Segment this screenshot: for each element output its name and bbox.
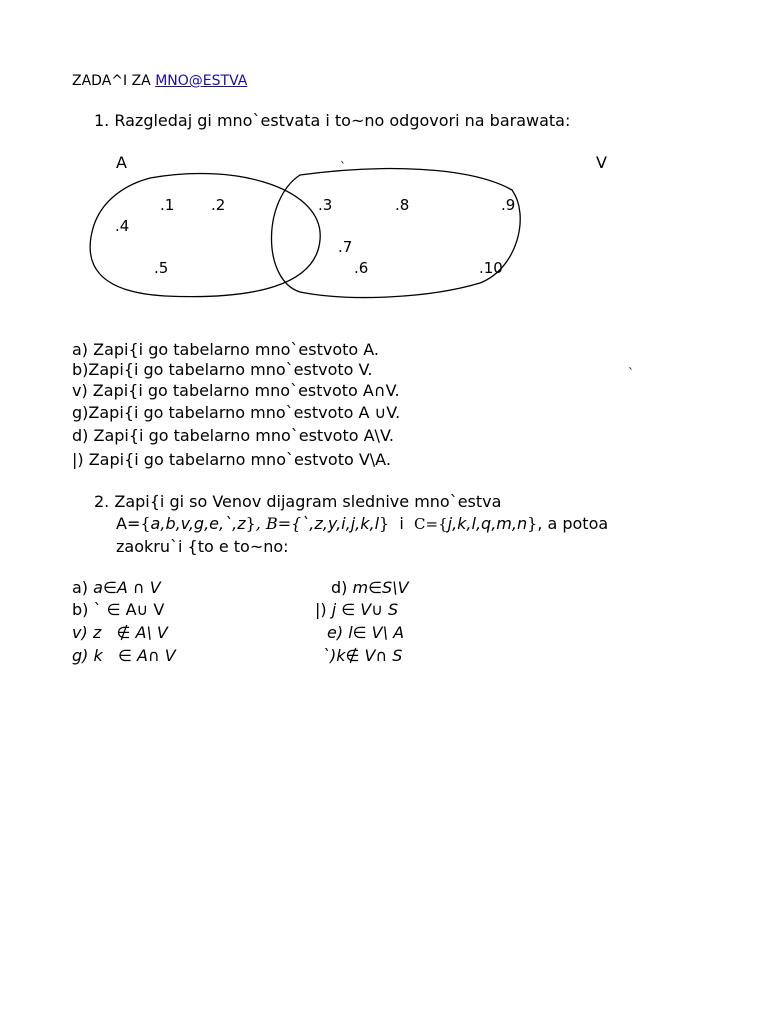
set-a-prefix: A= [116, 514, 141, 533]
task2-item-b-expr: ` ∈ A∪ V [93, 600, 165, 619]
task1-item-v: v) Zapi{i go tabelarno mno`estvoto A∩V. [72, 381, 400, 400]
header-link[interactable]: MNO@ESTVA [155, 73, 248, 89]
task2-item-v-label: v) [72, 623, 88, 642]
task2-item-a-label: a) [72, 578, 89, 597]
task2-item-zh [322, 646, 402, 665]
task2-item-b [72, 600, 164, 619]
task2-item-b-label: b) [72, 600, 89, 619]
task2-line1: Zapi{i gi so Venov dijagram slednive mno`estva [114, 492, 502, 511]
task2-line2 [116, 514, 608, 533]
point-9: .9 [501, 196, 516, 214]
task2-item-g [72, 646, 176, 665]
set-b-elements: `,z,y,i,j,k,l [301, 514, 380, 533]
task2-number: 2. [94, 492, 110, 511]
set-c-close: } [527, 514, 538, 533]
set-v-label: V [596, 153, 607, 172]
stray-mark-1: ` [340, 160, 346, 174]
task2-line3: zaokru`i {to e to~no: [116, 537, 289, 556]
stray-mark-2: ` [628, 366, 634, 380]
task1-item-a: a) Zapi{i go tabelarno mno`estvoto A. [72, 340, 380, 359]
set-a-label: A [116, 153, 127, 172]
task2-item-d-expr: m∈S\V [352, 578, 409, 597]
task2-item-d-label: d) [331, 578, 348, 597]
task1-item-d: d) Zapi{i go tabelarno mno`estvoto A\V. [72, 426, 394, 445]
task2-item-dj-label: |) [315, 600, 327, 619]
point-1: .1 [160, 196, 175, 214]
conjunction-i: i [399, 514, 404, 533]
header-prefix: ZADA^I ZA [72, 73, 156, 89]
point-7: .7 [338, 238, 353, 256]
task2-item-a [72, 578, 161, 597]
task2-item-e-expr: l∈ V\ A [348, 623, 405, 642]
point-6: .6 [354, 259, 369, 277]
set-a-elements: a,b,v,g,e,`,z [150, 514, 246, 533]
task2-item-d [331, 578, 409, 597]
task2-item-dj-expr: j ∈ V∪ S [331, 600, 399, 619]
point-10: .10 [479, 259, 503, 277]
point-5: .5 [154, 259, 169, 277]
point-4: .4 [115, 217, 130, 235]
set-a-close: } [245, 514, 256, 533]
task2-item-g-label: g) [72, 646, 89, 665]
task1-item-g: g)Zapi{i go tabelarno mno`estvoto A ∪V. [72, 403, 401, 422]
task2-item-a-expr: a∈A ∩ V [93, 578, 161, 597]
task2-item-v-expr: z ∉ A\ V [92, 623, 168, 642]
task2-item-e-label: e) [327, 623, 344, 642]
task1-item-b: b)Zapi{i go tabelarno mno`estvoto V. [72, 360, 373, 379]
task2-item-e [327, 623, 404, 642]
point-2: .2 [211, 196, 226, 214]
task1-number: 1. [94, 111, 110, 130]
point-8: .8 [395, 196, 410, 214]
task2-item-zh-expr: k∉ V∩ S [336, 646, 403, 665]
set-b-prefix: , B={ [255, 514, 302, 533]
task2-heading [94, 492, 501, 511]
task2-item-dj [315, 600, 398, 619]
set-b-close: } [379, 514, 390, 533]
venn-ellipse-v [272, 169, 521, 298]
task2-item-g-expr: k ∈ A∩ V [93, 646, 176, 665]
set-a-open: { [140, 514, 151, 533]
task2-item-zh-label: `) [322, 646, 337, 665]
task1-item-dj: |) Zapi{i go tabelarno mno`estvoto V\A. [72, 450, 391, 469]
task2-line2-suffix: , a potoa [537, 514, 609, 533]
task1-text: Razgledaj gi mno`estvata i to~no odgovori na barawata: [114, 111, 571, 130]
point-3: .3 [318, 196, 333, 214]
set-c-elements: j,k,l,q,m,n [447, 514, 528, 533]
set-c-prefix: C={ [414, 515, 448, 533]
task2-item-v [72, 623, 168, 642]
venn-ellipse-a [90, 173, 320, 296]
